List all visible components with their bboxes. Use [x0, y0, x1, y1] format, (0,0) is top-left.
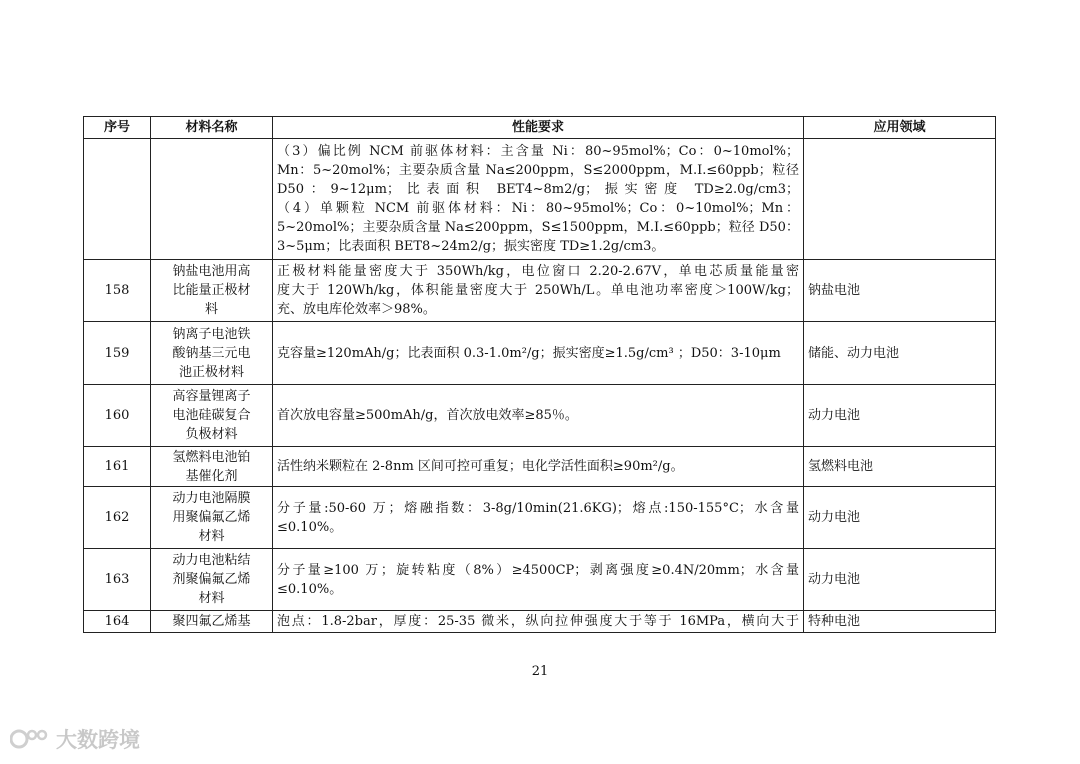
row-number-cell: 160 [84, 385, 151, 447]
requirement-line: 3~5μm；比表面积 BET8~24m2/g；振实密度 TD≥1.2g/cm3。 [277, 239, 665, 254]
requirement-line: 克容量≥120mAh/g；比表面积 0.3-1.0m²/g；振实密度≥1.5g/cm³ ；D50：3-10μm [277, 345, 781, 361]
application-cell: 储能、动力电池 [804, 322, 996, 385]
material-name-line: 基催化剂 [185, 468, 238, 484]
material-name-line: 钠盐电池用高 [172, 264, 251, 279]
requirement-line: 泡点：1.8-2bar，厚度：25-35 微米，纵向拉伸强度大于等于 16MPa，横向大于 [277, 614, 799, 629]
row-number-cell: 163 [84, 549, 151, 611]
material-name-line: 钠离子电池铁 [172, 326, 251, 342]
material-name-cell [151, 322, 273, 385]
application-cell: 动力电池 [804, 549, 996, 611]
requirement-line: D50：9~12μm；比表面积 BET4~8m2/g；振实密度 TD≥2.0g/cm3； [277, 182, 799, 197]
application-cell: 钠盐电池 [804, 260, 996, 322]
material-name-cell [151, 447, 273, 487]
material-name-line: 比能量正极材 [172, 283, 251, 298]
material-name-line: 高容量锂离子 [172, 389, 251, 404]
material-name-line: 酸钠基三元电 [172, 345, 251, 361]
material-name-line: 聚四氟乙烯基 [172, 614, 251, 629]
application-cell: 特种电池 [804, 611, 996, 633]
continuation-no-cell [84, 139, 151, 260]
table-row [84, 611, 996, 633]
material-name-cell [151, 611, 273, 633]
row-number-cell: 161 [84, 447, 151, 487]
material-name-line: 氢燃料电池铂 [172, 449, 251, 465]
material-name-line: 电池硅碳复合 [172, 408, 251, 423]
continuation-application-cell [804, 139, 996, 260]
requirement-cell [273, 260, 804, 322]
continuation-name-cell [151, 139, 273, 260]
material-name-line: 用聚偏氟乙烯 [172, 510, 251, 525]
page-number: 21 [531, 664, 549, 679]
material-name-line: 材料 [198, 529, 225, 544]
material-name-line: 材料 [198, 591, 225, 606]
requirement-line: 正极材料能量密度大于 350Wh/kg，电位窗口 2.20-2.67V，单电芯质量能量密 [277, 264, 799, 279]
header-application: 应用领域 [804, 117, 996, 139]
materials-table [83, 116, 996, 633]
brand-logo-icon [10, 727, 50, 751]
requirement-line: Mn：5~20mol%；主要杂质含量 Na≤200ppm，S≤2000ppm，M.I.≤60ppb；粒径 [277, 163, 799, 178]
material-name-cell [151, 549, 273, 611]
material-name-line: 料 [204, 302, 218, 317]
table-row [84, 322, 996, 385]
continuation-requirement-cell [273, 139, 804, 260]
material-name-line: 负极材料 [185, 427, 238, 442]
watermark-text: 大数跨境 [56, 728, 140, 752]
material-name-line: 池正极材料 [178, 364, 244, 380]
requirement-cell [273, 549, 804, 611]
material-name-cell [151, 385, 273, 447]
header-no: 序号 [84, 117, 151, 139]
table-header-row [84, 117, 996, 139]
row-number-cell: 162 [84, 487, 151, 549]
continuation-row [84, 139, 996, 260]
requirement-line: ≤0.10%。 [277, 581, 343, 597]
material-name-cell [151, 260, 273, 322]
requirement-cell [273, 447, 804, 487]
table-row [84, 385, 996, 447]
row-number-cell: 164 [84, 611, 151, 633]
table-row [84, 487, 996, 549]
requirement-line: 充、放电库伦效率＞98%。 [277, 302, 436, 317]
material-name-line: 剂聚偏氟乙烯 [172, 572, 251, 587]
requirement-line: （3）偏比例 NCM 前驱体材料：主含量 Ni：80~95mol%；Co：0~10mol%； [277, 144, 799, 159]
table-row [84, 260, 996, 322]
requirement-cell [273, 611, 804, 633]
requirement-line: 分子量≥100 万；旋转粘度（8%）≥4500CP；剥离强度≥0.4N/20mm；水含量 [277, 562, 799, 578]
requirement-line: ≤0.10%。 [277, 519, 343, 535]
requirement-cell [273, 385, 804, 447]
requirement-line: 活性纳米颗粒在 2-8nm 区间可控可重复；电化学活性面积≥90m²/g。 [277, 459, 684, 474]
material-name-line: 动力电池粘结 [172, 553, 251, 568]
requirement-line: 5~20mol%；主要杂质含量 Na≤200ppm，S≤1500ppm，M.I.≤60ppb；粒径 D50： [277, 220, 799, 235]
requirement-line: 分子量:50-60 万；熔融指数：3-8g/10min(21.6KG)；熔点:150-155°C；水含量 [277, 500, 799, 516]
application-cell: 动力电池 [804, 487, 996, 549]
requirement-line: 度大于 120Wh/kg，体积能量密度大于 250Wh/L。单电池功率密度＞100W/kg； [277, 283, 799, 298]
row-number-cell: 159 [84, 322, 151, 385]
application-cell: 动力电池 [804, 385, 996, 447]
table-row [84, 549, 996, 611]
material-name-line: 动力电池隔膜 [172, 491, 251, 506]
header-requirement: 性能要求 [273, 117, 804, 139]
application-cell: 氢燃料电池 [804, 447, 996, 487]
table-row [84, 447, 996, 487]
requirement-cell [273, 487, 804, 549]
requirement-line: （4）单颗粒 NCM 前驱体材料：Ni：80~95mol%；Co：0~10mol%；Mn： [277, 201, 799, 216]
header-name: 材料名称 [151, 117, 273, 139]
requirement-cell [273, 322, 804, 385]
requirement-line: 首次放电容量≥500mAh/g，首次放电效率≥85％。 [277, 408, 578, 423]
watermark [10, 724, 140, 754]
material-name-cell [151, 487, 273, 549]
row-number-cell: 158 [84, 260, 151, 322]
